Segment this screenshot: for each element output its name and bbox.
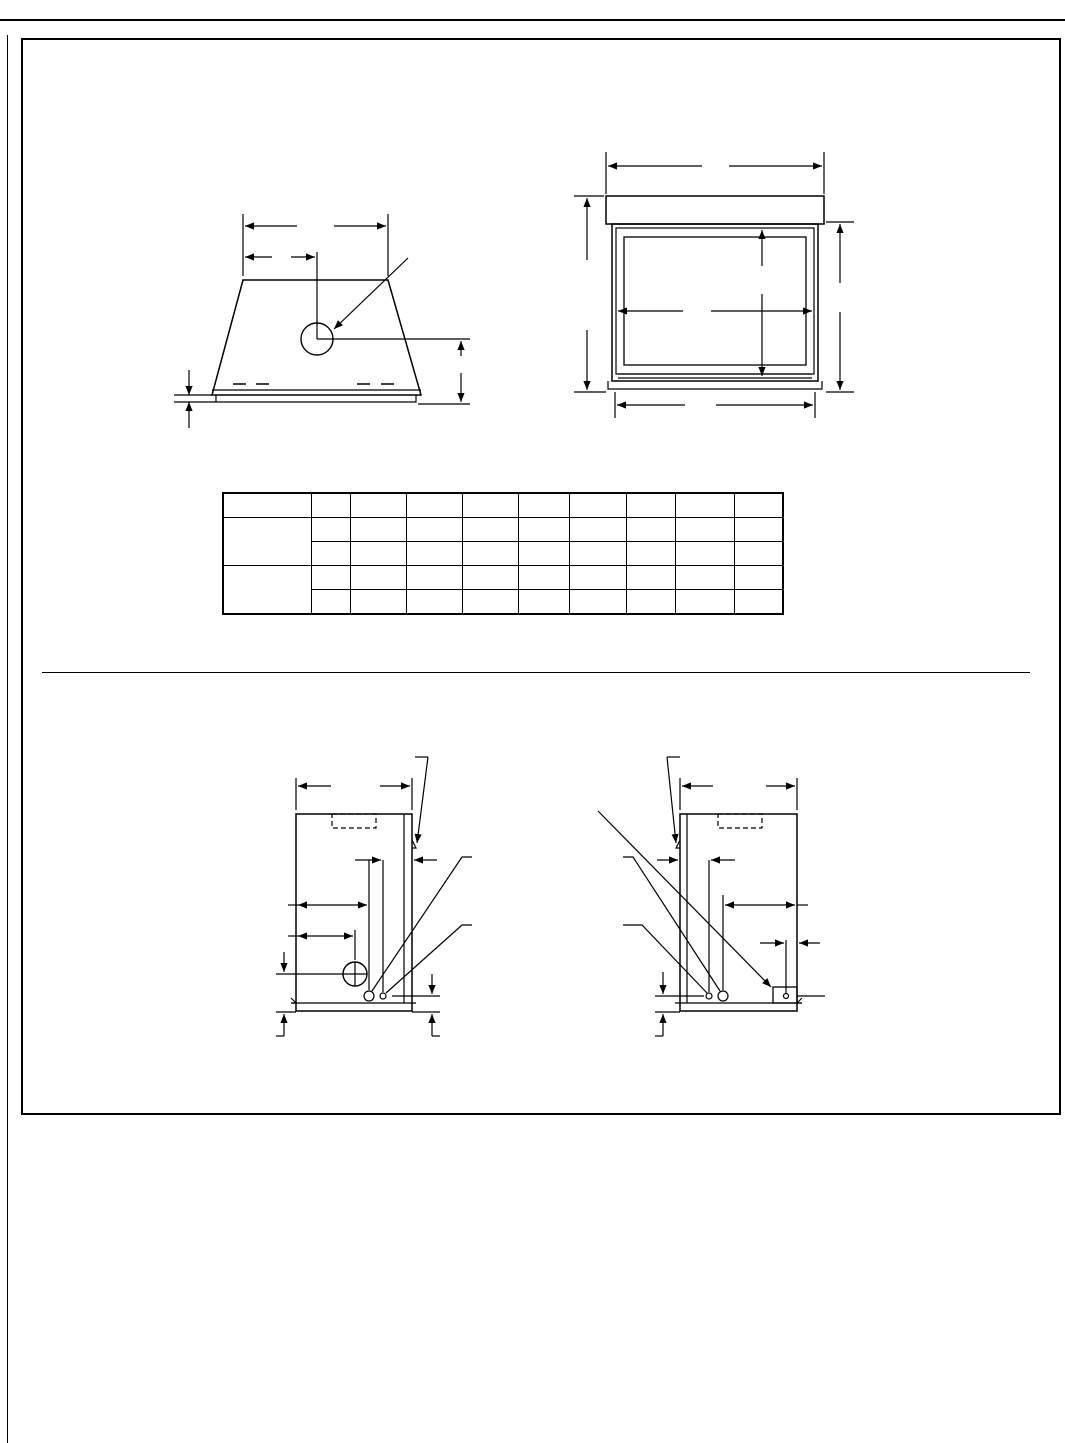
table-group-cell: [223, 518, 312, 566]
table-cell: [627, 518, 676, 542]
table-cell: [463, 542, 519, 566]
front-glass-inner: [624, 237, 806, 365]
table-cell: [351, 566, 407, 590]
table-cell: [570, 566, 627, 590]
table-cell: [735, 518, 784, 542]
table-cell: [570, 493, 627, 518]
table-cell: [351, 518, 407, 542]
table-cell: [407, 542, 463, 566]
table-cell: [519, 590, 570, 615]
front-hood: [606, 196, 824, 224]
table-cell: [463, 590, 519, 615]
side-view: [174, 214, 470, 428]
front-base: [608, 381, 822, 389]
table-cell: [627, 566, 676, 590]
table-cell: [519, 518, 570, 542]
table-cell: [570, 518, 627, 542]
table-cell: [407, 493, 463, 518]
table-group-cell: [223, 566, 312, 615]
rear-left-port-b: [380, 993, 386, 999]
table-cell: [627, 493, 676, 518]
dimension-table: [222, 492, 784, 615]
table-cell: [351, 542, 407, 566]
table-cell: [676, 590, 735, 615]
side-view-base-plate: [216, 395, 416, 402]
table-cell: [351, 590, 407, 615]
junction-box-leader: [598, 811, 771, 987]
rear-right-port-a: [706, 993, 712, 999]
table-cell: [312, 542, 351, 566]
junction-box: [773, 987, 797, 1003]
vent-leader: [334, 258, 408, 329]
table-cell: [312, 493, 351, 518]
rear-view-left: [276, 757, 472, 1036]
rear-right-port-b: [718, 991, 728, 1001]
table-cell: [676, 518, 735, 542]
table-cell: [570, 542, 627, 566]
table-cell: [312, 566, 351, 590]
rear-right-top-bracket: [718, 814, 762, 828]
table-row: [223, 566, 783, 590]
table-cell: [735, 542, 784, 566]
table-cell: [463, 518, 519, 542]
table-cell: [627, 590, 676, 615]
table-row: [223, 518, 783, 542]
table-cell: [463, 566, 519, 590]
table-cell: [312, 590, 351, 615]
table-cell: [519, 542, 570, 566]
table-cell: [570, 590, 627, 615]
table-row: [223, 493, 783, 518]
table-cell: [223, 493, 312, 518]
rear-left-body: [296, 814, 412, 1011]
table-cell: [676, 542, 735, 566]
table-cell: [519, 566, 570, 590]
table-cell: [351, 493, 407, 518]
front-body: [612, 224, 818, 381]
rear-left-top-bracket: [332, 814, 376, 828]
table-cell: [407, 566, 463, 590]
table-cell: [627, 542, 676, 566]
table-cell: [407, 518, 463, 542]
table-cell: [735, 590, 784, 615]
front-glass-outer: [616, 228, 814, 374]
table-cell: [676, 493, 735, 518]
front-view: [574, 152, 854, 418]
table-cell: [735, 566, 784, 590]
rear-view-right: [598, 757, 825, 1036]
table-cell: [463, 493, 519, 518]
table-cell: [735, 493, 784, 518]
rear-left-port-a: [364, 991, 374, 1001]
table-cell: [407, 590, 463, 615]
table-cell: [519, 493, 570, 518]
table-cell: [676, 566, 735, 590]
table-cell: [312, 518, 351, 542]
